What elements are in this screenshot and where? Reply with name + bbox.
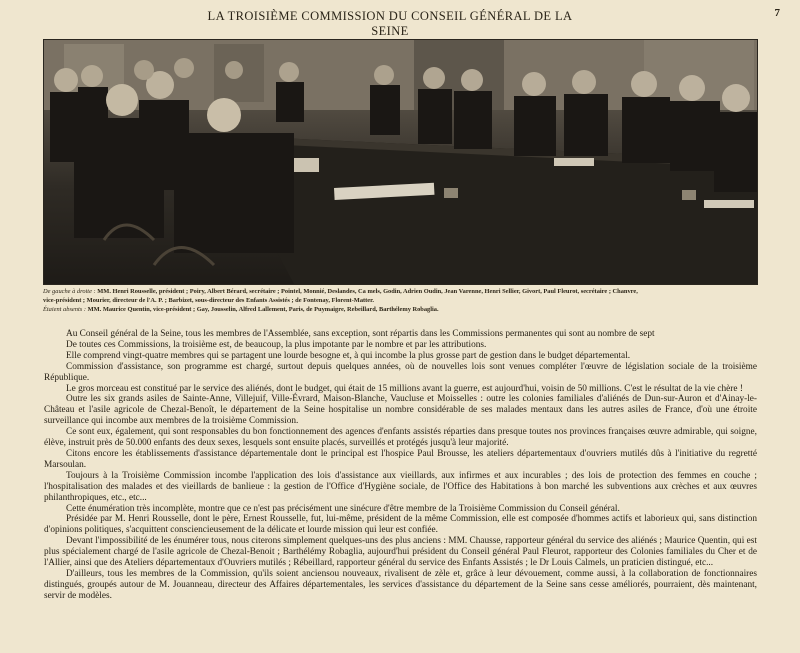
paragraph: Cette énumération très incomplète, montre que ce n'est pas précisément une sinécure d'être membre de la Troisième Commission du Conseil général. (66, 503, 620, 514)
group-photo (43, 39, 758, 285)
meeting-photo-illustration (44, 40, 757, 284)
page-title: LA TROISIÈME COMMISSION DU CONSEIL GÉNÉRAL DE LA SEINE (207, 9, 573, 38)
paragraph: Commission d'assistance, son programme est chargé, surtout depuis quelques années, où de nouvelles lois sont venues compléter l'œuvre de législation sociale de la troisième République. (44, 361, 757, 383)
paragraph: Toujours à la Troisième Commission incombe l'application des lois d'assistance aux vieillards, aux infirmes et aux incurables ; des lois de protection des femmes en couche ; l'hospitalisation des malades et des vieillards de banlieue : la gestion de l'Office d'Hygiène sociale, de l'Office des Habitations à bon marché les subventions aux crèches et aux œuvres philanthropiques, etc., etc... (44, 470, 757, 503)
caption-line-3 (43, 306, 758, 315)
paragraph: Le gros morceau est constitué par le service des aliénés, dont le budget, qui était de 15 millions avant la guerre, est aujourd'hui, voisin de 50 millions. C'est le résultat de la vie chère ! (66, 383, 743, 394)
article-body (44, 329, 757, 602)
paragraph: Outre les six grands asiles de Sainte-Anne, Villejuif, Ville-Évrard, Maison-Blanche, Vaucluse et Moisselles : outre les colonies familiales d'aliénés de Dun-sur-Auron et d'Ainay-le-Château et l'asile agricole de Chezal-Benoît, le département de la Seine hospitalise un nombre considérable de ses malades mentaux dans les autres asiles de France, d'où une étroite surveillance qui incombe aux membres de la troisième Commission. (44, 394, 757, 427)
paragraph: Citons encore les établissements d'assistance départementale dont le principal est l'hospice Paul Brousse, les ateliers départementaux d'ouvriers mutilés dûs à l'initiative du regretté Marsoulan. (44, 448, 757, 470)
paragraph: Devant l'impossibilité de les énumérer tous, nous citerons simplement quelques-uns des plus anciens : MM. Chausse, rapporteur général du service des aliénés ; Maurice Quentin, qui est plus spécialement chargé de l'asile agricole de Chezal-Benoit ; Barthélémy Robaglia, aujourd'hui président du Conseil général Paul Fleurot, rapporteur des Colonies familiales du Cher et de l'Allier, ainsi que des Ateliers départementaux d'Ouvriers mutilés ; Rébeillard, rapporteur général du service des Enfants Assistés ; le Dr Louis Calmels, un praticien distingué, etc... (44, 536, 757, 569)
paragraph: Au Conseil général de la Seine, tous les membres de l'Assemblée, sans exception, sont répartis dans les Commissions permanentes qui sont au nombre de sept (66, 329, 655, 339)
paragraph: Ce sont eux, également, qui sont responsables du bon fonctionnement des agences d'enfants assistés réparties dans presque toutes nos provinces françaises œuvre admirable, qui soigne, élève, instruit près de 50.000 enfants des deux sexes, lesquels sont ensuite placés, surveillés et protégés jusqu'à leur majorité. (44, 427, 757, 449)
paragraph: D'ailleurs, tous les membres de la Commission, qu'ils soient anciensou nouveaux, rivalisent de zèle et, grâce à leur dévouement, comme aussi, à la collaboration de fonctionnaires distingués, groupés autour de M. Jouanneau, directeur des Affaires départementales, les services d'assistance du département de la Seine sans cesse améliorés, pourraient, dès maintenant, servir de modèles. (44, 568, 757, 601)
caption-line-1 (43, 288, 758, 297)
paragraph: Présidée par M. Henri Rousselle, dont le père, Ernest Rousselle, fut, lui-même, président de la même Commission, elle est composée d'hommes actifs et laborieux qui, sans distinction d'opinions politiques, s'acquittent consciencieusement de la délicate et lourde mission qui leur est confiée. (44, 514, 757, 536)
paragraph: Elle comprend vingt-quatre membres qui se partagent une lourde besogne et, à qui incombe la plus grosse part de gestion dans le budget départemental. (66, 350, 631, 361)
paragraph: De toutes ces Commissions, la troisième est, de beaucoup, la plus impotante par le nombre et par les attributions. (66, 339, 487, 350)
page-number: 7 (774, 7, 780, 19)
caption-names-2: vice-président ; Mourier, directeur de l'A. P. ; Barbizet, sous-directeur des Enfants Assistés ; de Fontenay, Florent-Matter. (43, 296, 374, 304)
photo-caption (43, 288, 758, 314)
caption-names-1: MM. Henri Rousselle, président ; Poiry, Albert Bérard, secrétaire ; Pointel, Monnié, Deslandes, Ca mels, Godin, Adrien Oudin, Jean Varenne, Henri Sellier, Givort, Paul Fleurot, secrétaire ; Chanvre, (97, 288, 638, 295)
caption-absent-label: Étaient absents : (43, 305, 86, 313)
caption-line-2 (43, 297, 758, 306)
caption-left-to-right-label: De gauche à droite : (43, 288, 96, 295)
caption-absent-names: MM. Maurice Quentin, vice-président ; Gay, Jousselin, Alfred Lallement, Paris, de Puymaigre, Rebeillard, Barthélemy Robaglia. (87, 305, 439, 313)
